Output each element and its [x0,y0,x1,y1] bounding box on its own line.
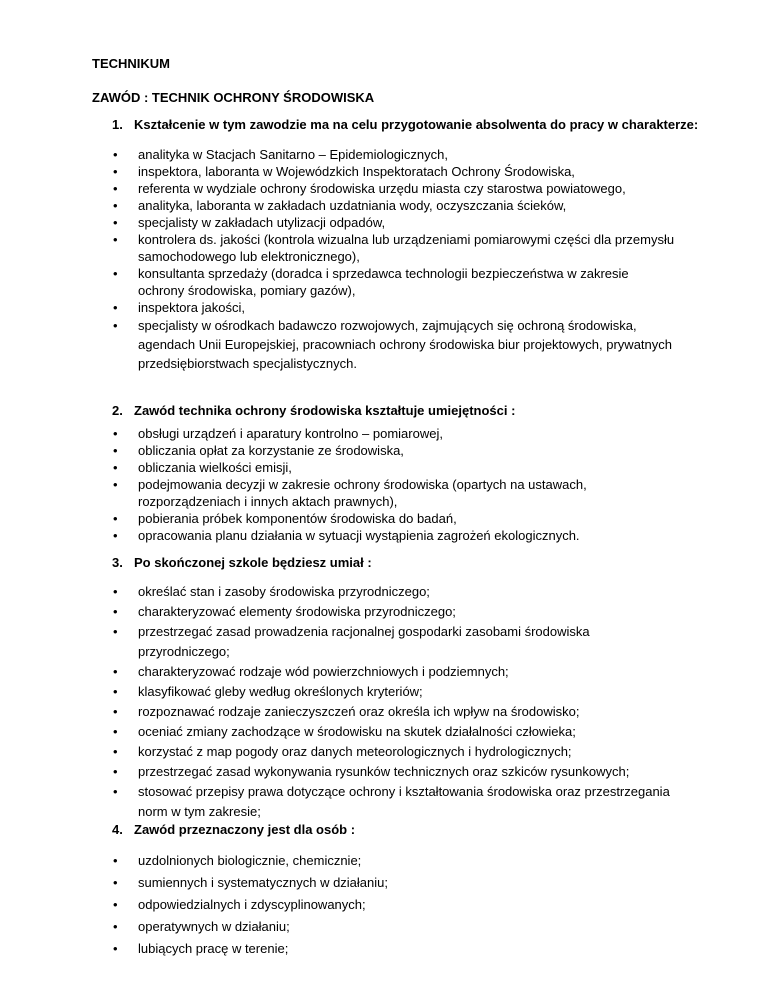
list-item: • określać stan i zasoby środowiska przyrodniczego; [0,582,678,602]
list-item: • obliczania opłat za korzystanie ze środowiska, [113,443,404,458]
section-3-list [0,582,678,822]
list-item: • kontrolera ds. jakości (kontrola wizualna lub urządzeniami pomiarowymi części dla przemysłu samochodowego lub elektronicznego), [113,232,675,264]
section-3-heading: 3. Po skończonej szkole będziesz umiał : [112,555,372,570]
section-2-heading: 2. Zawód technika ochrony środowiska kształtuje umiejętności : [112,403,516,418]
list-item: • specjalisty w zakładach utylizacji odpadów, [113,215,386,230]
school-title: TECHNIKUM [92,56,170,71]
bullet-icon: • [113,215,118,230]
list-item: • obliczania wielkości emisji, [113,460,292,475]
bullet-icon: • [113,684,118,699]
list-item: • odpowiedzialnych i zdyscyplinowanych; [0,894,678,916]
list-item: • uzdolnionych biologicznie, chemicznie; [0,850,678,872]
list-item: • inspektora jakości, [113,300,245,315]
list-item: • korzystać z map pogody oraz danych meteorologicznych i hydrologicznych; [0,742,678,762]
section-title: Kształcenie w tym zawodzie ma na celu przygotowanie absolwenta do pracy w charakterze: [134,117,699,132]
bullet-icon: • [113,897,118,912]
list-item: • podejmowania decyzji w zakresie ochrony środowiska (opartych na ustawach, rozporządzeniach i innych aktach prawnych), [113,477,587,509]
bullet-icon: • [113,528,118,543]
bullet-icon: • [113,443,118,458]
list-item: • analityka w Stacjach Sanitarno – Epidemiologicznych, [113,147,449,162]
list-item: • konsultanta sprzedaży (doradca i sprzedawca technologii bezpieczeństwa w zakresie ochrony środowiska, pomiary gazów), [113,266,629,298]
bullet-icon: • [113,198,118,213]
list-item: • obsługi urządzeń i aparatury kontrolno – pomiarowej, [113,426,443,441]
bullet-icon: • [113,875,118,890]
section-2-list [0,425,678,544]
section-1-list [0,146,678,373]
profession-title: ZAWÓD : TECHNIK OCHRONY ŚRODOWISKA [92,90,375,105]
bullet-icon: • [113,164,118,179]
bullet-icon: • [113,919,118,934]
bullet-icon: • [113,764,118,779]
bullet-icon: • [113,460,118,475]
bullet-icon: • [113,941,118,956]
bullet-icon: • [113,744,118,759]
bullet-icon: • [113,724,118,739]
list-item: • rozpoznawać rodzaje zanieczyszczeń oraz określa ich wpływ na środowisko; [0,702,678,722]
bullet-icon: • [113,584,118,599]
list-item: • specjalisty w ośrodkach badawczo rozwojowych, zajmujących się ochroną środowiska, agendach Unii Europejskiej, pracowniach ochrony środowiska biur projektowych, prywatnych przedsiębiorstwach specjalistycznych. [113,318,672,371]
bullet-icon: • [113,511,118,526]
list-item: • lubiących pracę w terenie; [0,938,678,960]
bullet-icon: • [113,477,118,492]
bullet-icon: • [113,266,118,281]
section-4-heading: 4. Zawód przeznaczony jest dla osób : [112,822,356,837]
bullet-icon: • [113,426,118,441]
list-item: • sumiennych i systematycznych w działaniu; [0,872,678,894]
bullet-icon: • [113,704,118,719]
section-number: 1. [112,117,123,132]
list-item: • przestrzegać zasad prowadzenia racjonalnej gospodarki zasobami środowiska przyrodniczego; [113,624,590,659]
list-item: • analityka, laboranta w zakładach uzdatniania wody, oczyszczania ścieków, [113,198,567,213]
list-item: • opracowania planu działania w sytuacji wystąpienia zagrożeń ekologicznych. [113,528,580,543]
list-item: • oceniać zmiany zachodzące w środowisku na skutek działalności człowieka; [0,722,678,742]
list-item: • inspektora, laboranta w Wojewódzkich Inspektoratach Ochrony Środowiska, [113,164,575,179]
list-item: • pobierania próbek komponentów środowiska do badań, [113,511,457,526]
list-item: • przestrzegać zasad wykonywania rysunków technicznych oraz szkiców rysunkowych; [0,762,678,782]
list-item: • klasyfikować gleby według określonych kryteriów; [0,682,678,702]
list-item: • charakteryzować rodzaje wód powierzchniowych i podziemnych; [0,662,678,682]
section-1-heading [112,117,698,133]
bullet-icon: • [113,784,118,799]
bullet-icon: • [113,181,118,196]
bullet-icon: • [113,853,118,868]
list-item: • operatywnych w działaniu; [0,916,678,938]
bullet-icon: • [113,664,118,679]
bullet-icon: • [113,147,118,162]
section-4-list [0,850,678,960]
list-item: • stosować przepisy prawa dotyczące ochrony i kształtowania środowiska oraz przestrzegania norm w tym zakresie; [113,784,670,819]
list-item: • charakteryzować elementy środowiska przyrodniczego; [0,602,678,622]
bullet-icon: • [113,624,118,639]
bullet-icon: • [113,318,118,333]
bullet-icon: • [113,604,118,619]
bullet-icon: • [113,300,118,315]
list-item: • referenta w wydziale ochrony środowiska urzędu miasta czy starostwa powiatowego, [113,181,626,196]
bullet-icon: • [113,232,118,247]
